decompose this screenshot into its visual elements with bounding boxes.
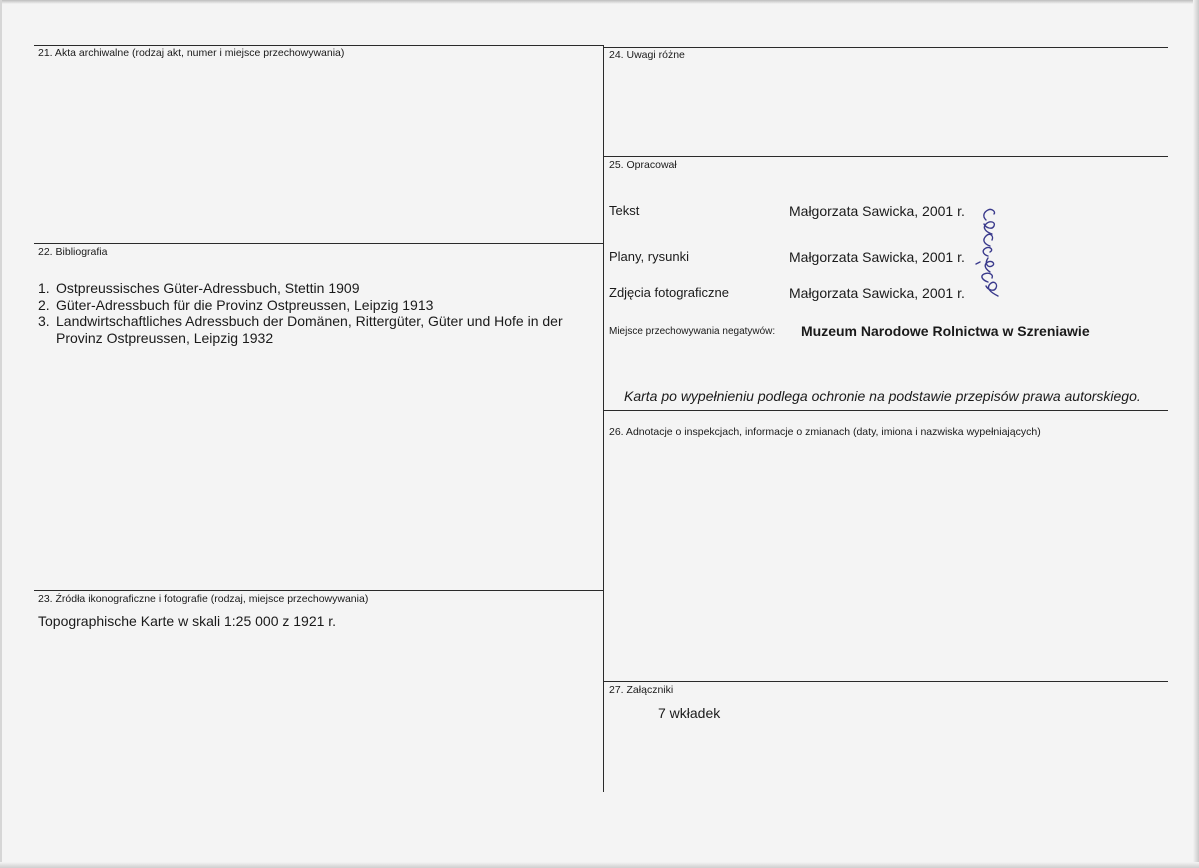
scan-bottom-edge bbox=[0, 862, 1199, 868]
author-row-value-photos: Małgorzata Sawicka, 2001 r. bbox=[789, 285, 965, 301]
scan-top-edge bbox=[0, 0, 1199, 4]
section-26-label: 26. Adnotacje o inspekcjach, informacje o zmianach (daty, imiona i nazwiska wypełniających) bbox=[609, 426, 1041, 438]
attachments-value: 7 wkładek bbox=[658, 705, 721, 721]
list-item-text: Landwirtschaftliches Adressbuch der Domänen, Rittergüter, Güter und Hofe in der Provinz Ostpreussen, Leipzig 1932 bbox=[56, 313, 563, 346]
section-22-label: 22. Bibliografia bbox=[38, 246, 108, 258]
rule-s26-top bbox=[604, 410, 1168, 411]
rule-s27-top bbox=[604, 681, 1168, 682]
rule-s23-top bbox=[34, 590, 604, 591]
section-21-label: 21. Akta archiwalne (rodzaj akt, numer i miejsce przechowywania) bbox=[38, 47, 345, 59]
section-25-label: 25. Opracował bbox=[609, 159, 677, 171]
list-item-number: 2. bbox=[38, 296, 50, 313]
list-item bbox=[38, 297, 598, 314]
rule-s21-top bbox=[34, 45, 604, 46]
negatives-storage-label: Miejsce przechowywania negatywów: bbox=[609, 326, 776, 337]
rule-s25-top bbox=[604, 156, 1168, 157]
handwritten-signature bbox=[968, 204, 1008, 300]
section-23-text: Topographische Karte w skali 1:25 000 z 1921 r. bbox=[38, 613, 337, 629]
author-row-value-plans: Małgorzata Sawicka, 2001 r. bbox=[789, 249, 965, 265]
section-24-label: 24. Uwagi różne bbox=[609, 49, 685, 61]
list-item-number: 3. bbox=[38, 313, 50, 329]
section-27-label: 27. Załączniki bbox=[609, 684, 674, 696]
scan-right-edge bbox=[1193, 0, 1199, 868]
column-divider bbox=[603, 45, 604, 792]
author-row-key-plans: Plany, rysunki bbox=[609, 249, 689, 264]
author-row-value-text: Małgorzata Sawicka, 2001 r. bbox=[789, 203, 965, 219]
rule-s24-top bbox=[604, 47, 1168, 48]
list-item-text: Güter-Adressbuch für die Provinz Ostpreussen, Leipzig 1913 bbox=[56, 296, 434, 313]
copyright-notice: Karta po wypełnieniu podlega ochronie na podstawie przepisów prawa autorskiego. bbox=[624, 388, 1141, 404]
list-item bbox=[38, 280, 598, 297]
scan-left-edge bbox=[0, 0, 2, 868]
negatives-storage-value: Muzeum Narodowe Rolnictwa w Szreniawie bbox=[801, 323, 1090, 339]
list-item bbox=[38, 313, 598, 346]
author-row-key-photos: Zdjęcia fotograficzne bbox=[609, 285, 729, 300]
section-23-label: 23. Źródła ikonograficzne i fotografie (rodzaj, miejsce przechowywania) bbox=[38, 593, 369, 605]
list-item-text: Ostpreussisches Güter-Adressbuch, Stettin 1909 bbox=[56, 280, 360, 296]
author-row-key-text: Tekst bbox=[609, 203, 640, 218]
bibliography-list bbox=[38, 280, 598, 346]
rule-s22-top bbox=[34, 243, 604, 244]
list-item-number: 1. bbox=[38, 280, 50, 296]
